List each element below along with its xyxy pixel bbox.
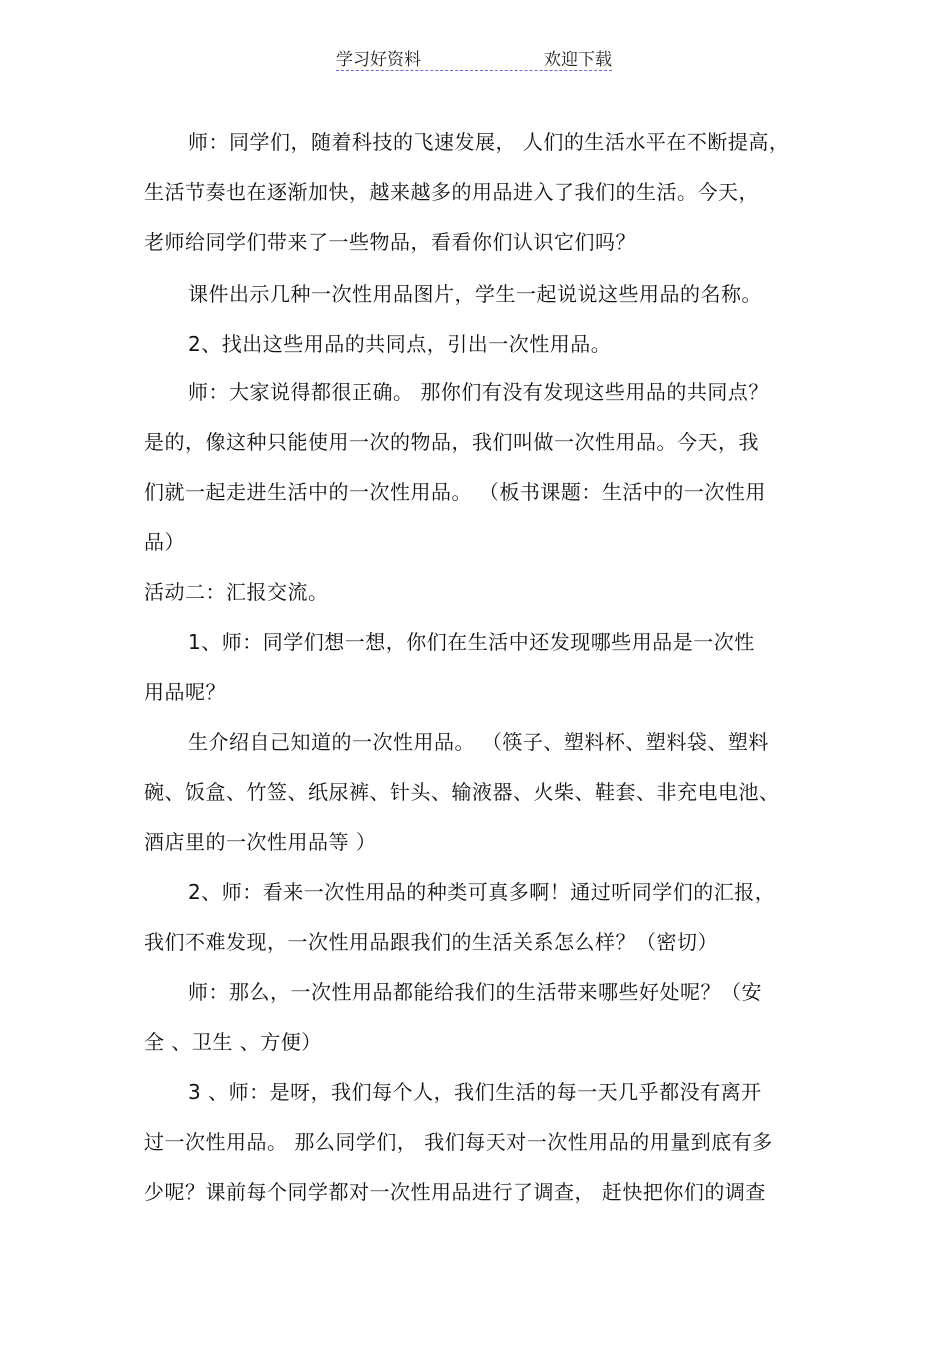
text-line: 3 、师：是呀，我们每个人，我们生活的每一天几乎都没有离开 — [188, 1080, 762, 1104]
text-line: 我们不难发现，一次性用品跟我们的生活关系怎么样？（密切） — [144, 930, 718, 954]
text-line: 用品呢？ — [144, 680, 226, 704]
header-right-text: 欢迎下载 — [544, 50, 612, 70]
text-line: 师：大家说得都很正确。 那你们有没有发现这些用品的共同点？ — [188, 380, 769, 404]
text-line: 们就一起走进生活中的一次性用品。 （板书课题：生活中的一次性用 — [144, 480, 766, 504]
text-line: 是的，像这种只能使用一次的物品，我们叫做一次性用品。今天，我 — [144, 430, 759, 454]
text-line: 碗、饭盒、竹签、纸尿裤、针头、输液器、火柴、鞋套、非充电电池、 — [144, 780, 780, 804]
section-heading: 活动二：汇报交流。 — [144, 580, 329, 604]
text-line: 品） — [144, 530, 185, 554]
text-line: 2、师：看来一次性用品的种类可真多啊！通过听同学们的汇报， — [188, 880, 776, 904]
text-line: 全 、卫生 、方便） — [144, 1030, 322, 1054]
text-line: 课件出示几种一次性用品图片，学生一起说说这些用品的名称。 — [188, 282, 762, 306]
header-dashed-rule — [336, 70, 612, 71]
text-line: 过一次性用品。 那么同学们， 我们每天对一次性用品的用量到底有多 — [144, 1130, 773, 1154]
text-line: 师：同学们，随着科技的飞速发展， 人们的生活水平在不断提高， — [188, 130, 790, 154]
text-line: 1、师：同学们想一想，你们在生活中还发现哪些用品是一次性 — [188, 630, 755, 654]
text-line: 2、找出这些用品的共同点，引出一次性用品。 — [188, 332, 612, 356]
text-line: 少呢？课前每个同学都对一次性用品进行了调查， 赶快把你们的调查 — [144, 1180, 766, 1204]
text-line: 老师给同学们带来了一些物品，看看你们认识它们吗？ — [144, 230, 636, 254]
text-line: 师：那么，一次性用品都能给我们的生活带来哪些好处呢？（安 — [188, 980, 762, 1004]
text-line: 酒店里的一次性用品等 ） — [144, 830, 377, 854]
text-line: 生介绍自己知道的一次性用品。 （筷子、塑料杯、塑料袋、塑料 — [188, 730, 769, 754]
header-left-text: 学习好资料 — [336, 50, 421, 70]
page-header — [336, 48, 612, 72]
text-line: 生活节奏也在逐渐加快，越来越多的用品进入了我们的生活。今天， — [144, 180, 759, 204]
